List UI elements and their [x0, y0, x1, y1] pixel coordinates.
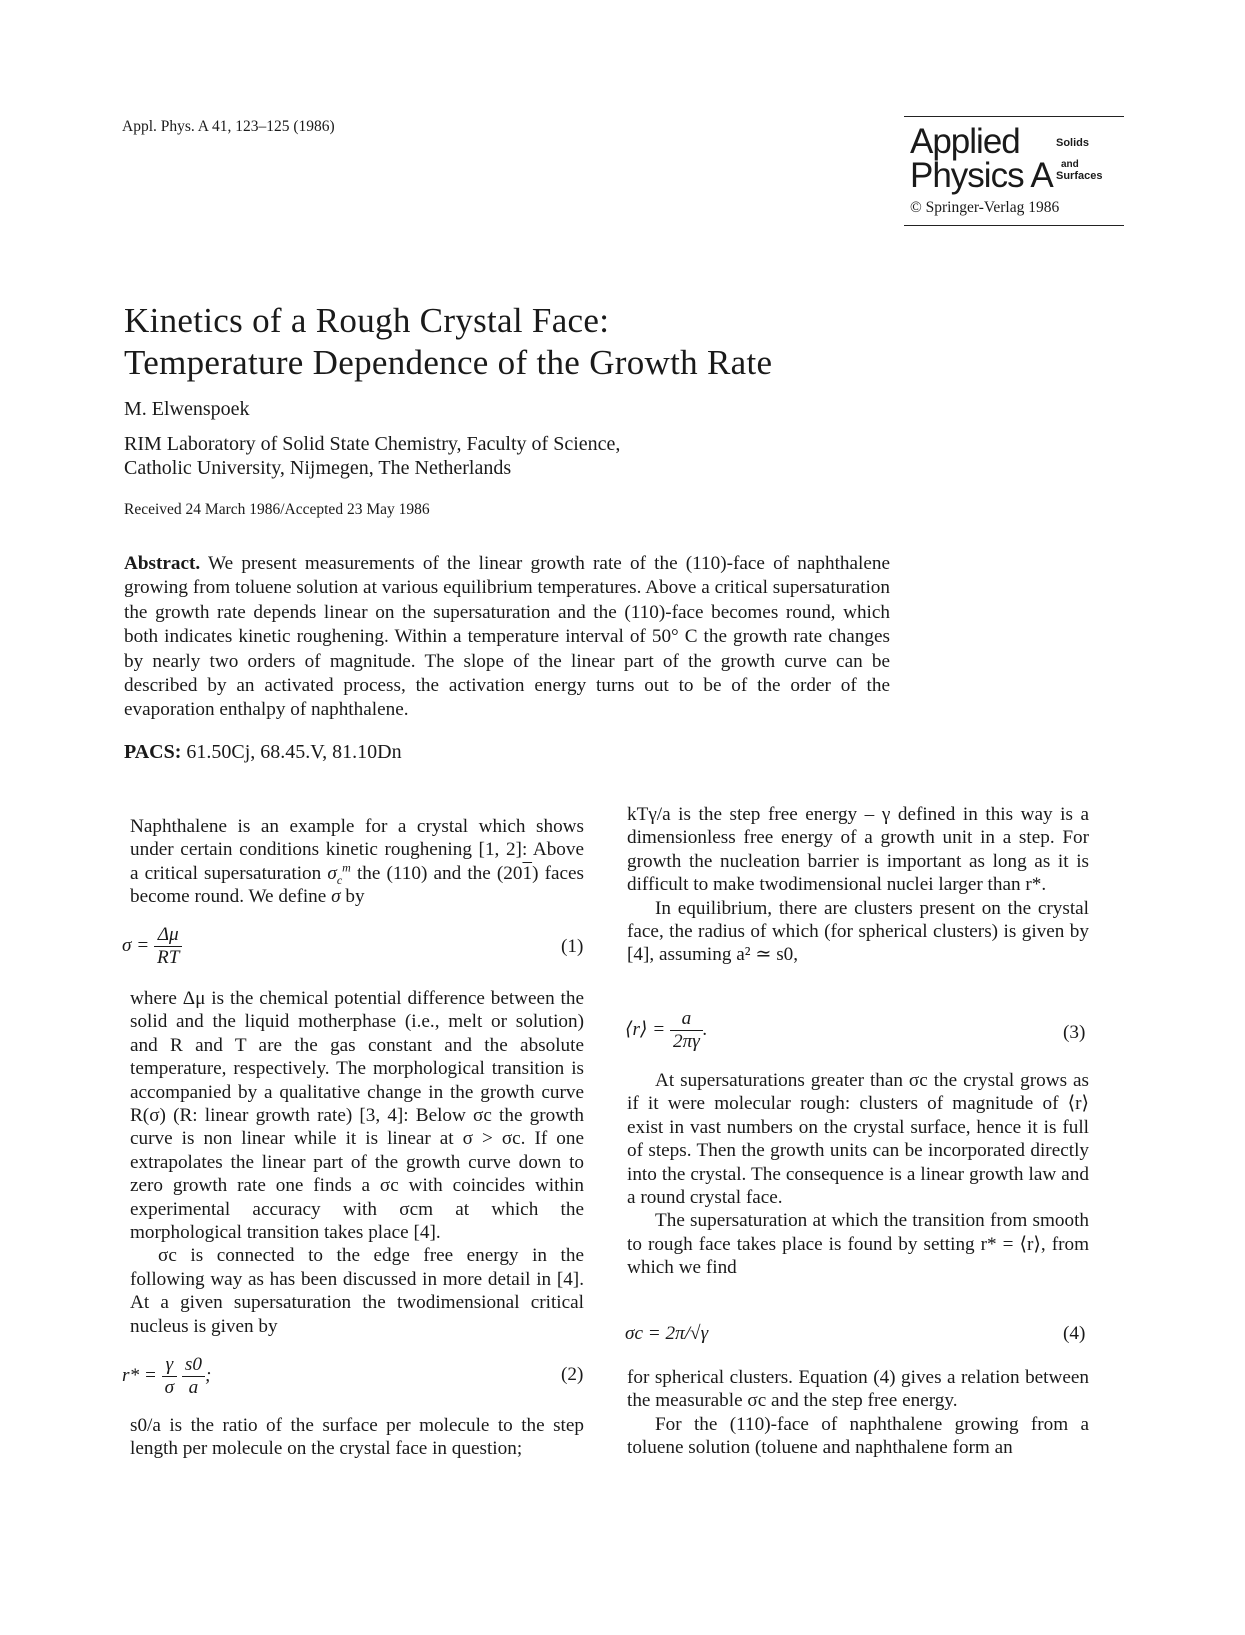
- eq1-number: (1): [561, 936, 584, 957]
- right-para-2-text: In equilibrium, there are clusters present on the crystal face, the radius of which (for spherical clusters) is given by [4], assuming a² ≃ s0,: [627, 897, 1089, 966]
- right-para-3: [627, 1069, 1089, 1280]
- affiliation: [124, 432, 620, 480]
- eq2-denominator-1: σ: [164, 1377, 175, 1398]
- copyright: © Springer-Verlag 1986: [910, 199, 1060, 216]
- eq1-lhs: σ =: [122, 934, 150, 956]
- left-para-1-text-d: by: [345, 886, 365, 908]
- equation-1: [122, 924, 182, 969]
- eq3-denominator: 2πγ: [672, 1031, 700, 1052]
- eq2-number: (2): [561, 1364, 584, 1385]
- pacs-label: PACS:: [124, 741, 182, 763]
- eq2-denominator-2: a: [188, 1377, 199, 1398]
- equation-3: ⟨r⟩ = $\frac{a}{2\pi\gamma}$ .: [625, 1008, 708, 1052]
- eq3-fraction: [670, 1008, 703, 1053]
- left-para-1-text-a: Naphthalene is an example for a crystal which shows under certain conditions kinetic roughening [1, 2]: Above a critical supersaturation: [130, 816, 584, 884]
- sigma-cm-symbol: $\sigma_c^m$: [327, 860, 351, 887]
- right-para-6-text: For the (110)-face of naphthalene growing from a toluene solution (toluene and naphthalene form an: [627, 1413, 1089, 1459]
- affiliation-line-2: Catholic University, Nijmegen, The Netherlands: [124, 457, 512, 479]
- eq2-numerator-1: γ: [162, 1354, 177, 1377]
- title-line-1: Kinetics of a Rough Crystal Face:: [124, 301, 610, 340]
- left-para-1-text-c: faces become round. We define: [130, 862, 584, 908]
- abstract-text: We present measurements of the linear growth rate of the (110)-face of naphthalene growing from toluene solution at various equilibrium temperatures. Above a critical supersaturation the growth rate depends linear on the supersaturation and the (110)-face becomes round, which both indicates kinetic roughening. Within a temperature interval of 50° C the growth rate changes by nearly two orders of magnitude. The slope of the linear part of the growth curve can be described by an activated process, the activation energy turns out to be of the order of the evaporation enthalpy of naphthalene.: [124, 553, 890, 721]
- eq1-fraction: [154, 924, 182, 969]
- right-para-1: [627, 803, 1089, 967]
- right-para-4-text: The supersaturation at which the transition from smooth to rough face takes place is found by setting r* = ⟨r⟩, from which we find: [627, 1210, 1089, 1279]
- right-para-5: [627, 1366, 1089, 1460]
- eq2-fraction-1: [162, 1354, 177, 1399]
- affiliation-line-1: RIM Laboratory of Solid State Chemistry, Faculty of Science,: [124, 433, 621, 455]
- eq1-denominator: RT: [157, 947, 180, 968]
- title-line-2: Temperature Dependence of the Growth Rate: [124, 343, 773, 382]
- top-rule: [904, 116, 1124, 117]
- logo-line-physics-a: Physics A: [910, 156, 1053, 195]
- right-para-5-text: for spherical clusters. Equation (4) gives a relation between the measurable σc and the step free energy.: [627, 1367, 1089, 1412]
- paper-title: [124, 300, 772, 384]
- equation-4: σc = 2π/√γ: [625, 1323, 709, 1344]
- left-para-1: Naphthalene is an example for a crystal which shows under certain conditions kinetic roughening [1, 2]: Above a critical supersaturation $\sigma_c^m$ the (110) and the (201) faces become round. We define σ by: [130, 816, 584, 908]
- right-para-3-text: At supersaturations greater than σc the crystal grows as if it were molecular rough: clusters of magnitude of ⟨r⟩ exist in vast numbers on the crystal surface, hence it is full of steps. Then the growth units can be incorporated directly into the crystal. The consequence is a linear growth law and a round crystal face.: [627, 1070, 1089, 1209]
- logo-line-applied: Applied: [910, 122, 1020, 161]
- left-para-2: [130, 987, 584, 1338]
- left-para-3-text: σc is connected to the edge free energy in the following way as has been discussed in more detail in [4]. At a given supersaturation the twodimensional critical nucleus is given by: [130, 1245, 584, 1337]
- eq3-lhs: ⟨r⟩ =: [625, 1018, 666, 1040]
- equation-2: r* = $\frac{\gamma}{\sigma}$ $\frac{s0}{a}$ ;: [122, 1354, 212, 1398]
- abstract-label: Abstract.: [124, 553, 201, 574]
- left-para-2-text: where Δμ is the chemical potential difference between the solid and the liquid motherphase (i.e., melt or solution) and R and T are the gas constant and the absolute temperature, respectively. The morphological transition is accompanied by a qualitative change in the growth curve R(σ) (R: linear growth rate) [3, 4]: Below σc the growth curve is non linear while it is linear at σ > σc. If one extrapolates the linear part of the growth curve down to zero growth rate one finds a σc with coincides within experimental accuracy with σcm at which the morphological transition takes place [4].: [130, 988, 584, 1244]
- eq2-numerator-2: s0: [182, 1354, 205, 1377]
- logo-sub-and: and: [1061, 159, 1079, 170]
- logo-sub-surfaces: Surfaces: [1056, 170, 1103, 182]
- sigma-symbol: σ: [331, 886, 341, 908]
- journal-citation: Appl. Phys. A 41, 123–125 (1986): [122, 118, 335, 135]
- eq3-numerator: a: [670, 1008, 703, 1031]
- eq3-number: (3): [1063, 1022, 1086, 1043]
- pacs-codes: 61.50Cj, 68.45.V, 81.10Dn: [186, 741, 402, 763]
- bottom-rule: [904, 225, 1124, 226]
- eq2-fraction-2: [182, 1354, 205, 1399]
- left-para-1-text-b: the (110) and the: [356, 862, 491, 884]
- author: M. Elwenspoek: [124, 398, 250, 420]
- journal-logo-block: [904, 116, 1124, 226]
- right-para-1-text: kTγ/a is the step free energy – γ defined in this way is a dimensionless free energy of a growth unit in a step. For growth the nucleation barrier is important as long as it is difficult to make twodimensional nuclei larger than r*.: [627, 804, 1089, 896]
- pacs: [124, 741, 402, 764]
- eq1-numerator: Δμ: [154, 924, 182, 947]
- received-dates: Received 24 March 1986/Accepted 23 May 1986: [124, 501, 430, 518]
- logo-sub-solids: Solids: [1056, 137, 1090, 149]
- journal-logo: [904, 122, 1124, 195]
- eq4-number: (4): [1063, 1323, 1086, 1344]
- eq2-lhs: r* =: [122, 1364, 157, 1386]
- abstract: [124, 552, 890, 723]
- left-para-4: s0/a is the ratio of the surface per molecule to the step length per molecule on the crystal face in question;: [130, 1415, 584, 1460]
